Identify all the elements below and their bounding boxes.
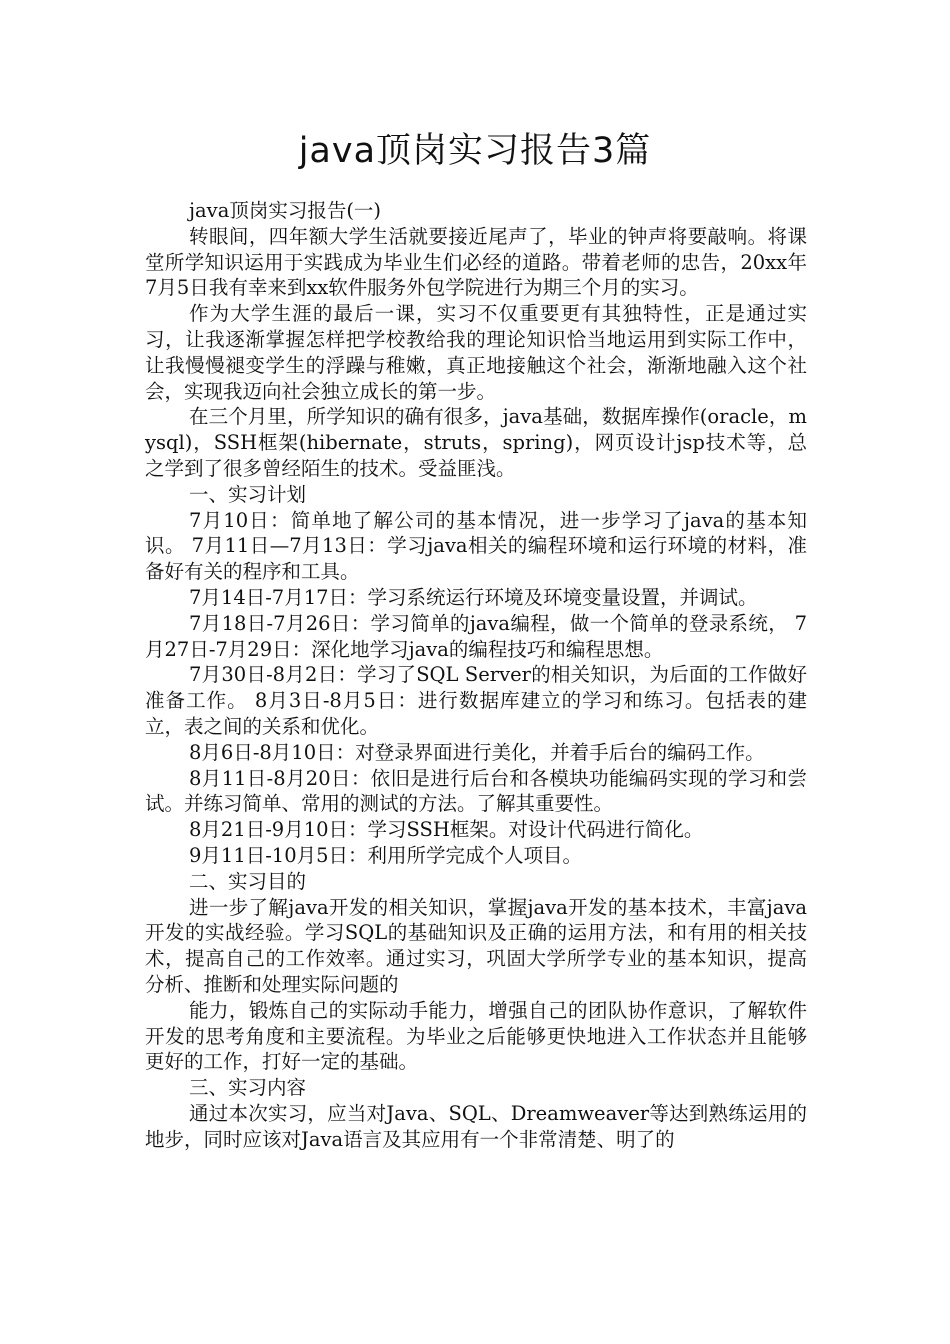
paragraph: 能力，锻炼自己的实际动手能力，增强自己的团队协作意识，了解软件开发的思考角度和主要流程。为毕业之后能够更快地进入工作状态并且能够更好的工作，打好一定的基础。	[145, 998, 807, 1074]
paragraph: 通过本次实习，应当对Java、SQL、Dreamweaver等达到熟练运用的地步，同时应该对Java语言及其应用有一个非常清楚、明了的	[145, 1101, 807, 1151]
plan-item: 8月6日-8月10日：对登录界面进行美化，并着手后台的编码工作。	[189, 740, 765, 764]
plan-item: 7月14日-7月17日：学习系统运行环境及环境变量设置，并调试。	[189, 585, 758, 609]
paragraph: 作为大学生涯的最后一课，实习不仅重要更有其独特性，正是通过实习，让我逐渐掌握怎样把学校教给我的理论知识恰当地运用到实际工作中，让我慢慢褪变学生的浮躁与稚嫩，真正地接触这个社会，渐渐地融入这个社会，实现我迈向社会独立成长的第一步。	[145, 302, 807, 403]
document-title: java顶岗实习报告3篇	[298, 131, 652, 171]
plan-item: 9月11日-10月5日：利用所学完成个人项目。	[189, 843, 583, 867]
section-heading-content: 三、实习内容	[189, 1076, 307, 1100]
plan-item: 7月18日-7月26日：学习简单的java编程，做一个简单的登录系统， 7月27日-7月29日：深化地学习java的编程技巧和编程思想。	[145, 611, 807, 661]
plan-item: 7月30日-8月2日：学习了SQL Server的相关知识，为后面的工作做好准备工作。 8月3日-8月5日：进行数据库建立的学习和练习。包括表的建立，表之间的关系和优化。	[145, 663, 807, 738]
plan-item: 8月11日-8月20日：依旧是进行后台和各模块功能编码实现的学习和尝试。并练习简单、常用的测试的方法。了解其重要性。	[145, 766, 807, 816]
document-body	[145, 198, 807, 1152]
section-heading-purpose: 二、实习目的	[189, 869, 307, 893]
report-subtitle: java顶岗实习报告(一)	[189, 199, 382, 222]
plan-item: 7月10日：简单地了解公司的基本情况，进一步学习了java的基本知识。 7月11日—7月13日：学习java相关的编程环境和运行环境的材料，准备好有关的程序和工具。	[145, 508, 807, 584]
paragraph: 进一步了解java开发的相关知识，掌握java开发的基本技术，丰富java开发的实战经验。学习SQL的基础知识及正确的运用方法，和有用的相关技术，提高自己的工作效率。通过实习，巩固大学所学专业的基本知识，提高分析、推断和处理实际问题的	[145, 895, 807, 996]
paragraph: 在三个月里，所学知识的确有很多，java基础，数据库操作(oracle，mysql)，SSH框架(hibernate，struts，spring)，网页设计jsp技术等，总之学到了很多曾经陌生的技术。受益匪浅。	[145, 405, 807, 480]
section-heading-plan: 一、实习计划	[189, 482, 307, 506]
paragraph: 转眼间，四年额大学生活就要接近尾声了，毕业的钟声将要敲响。将课堂所学知识运用于实践成为毕业生们必经的道路。带着老师的忠告，20xx年7月5日我有幸来到xx软件服务外包学院进行为期三个月的实习。	[145, 224, 807, 300]
plan-item: 8月21日-9月10日：学习SSH框架。对设计代码进行简化。	[189, 818, 704, 842]
